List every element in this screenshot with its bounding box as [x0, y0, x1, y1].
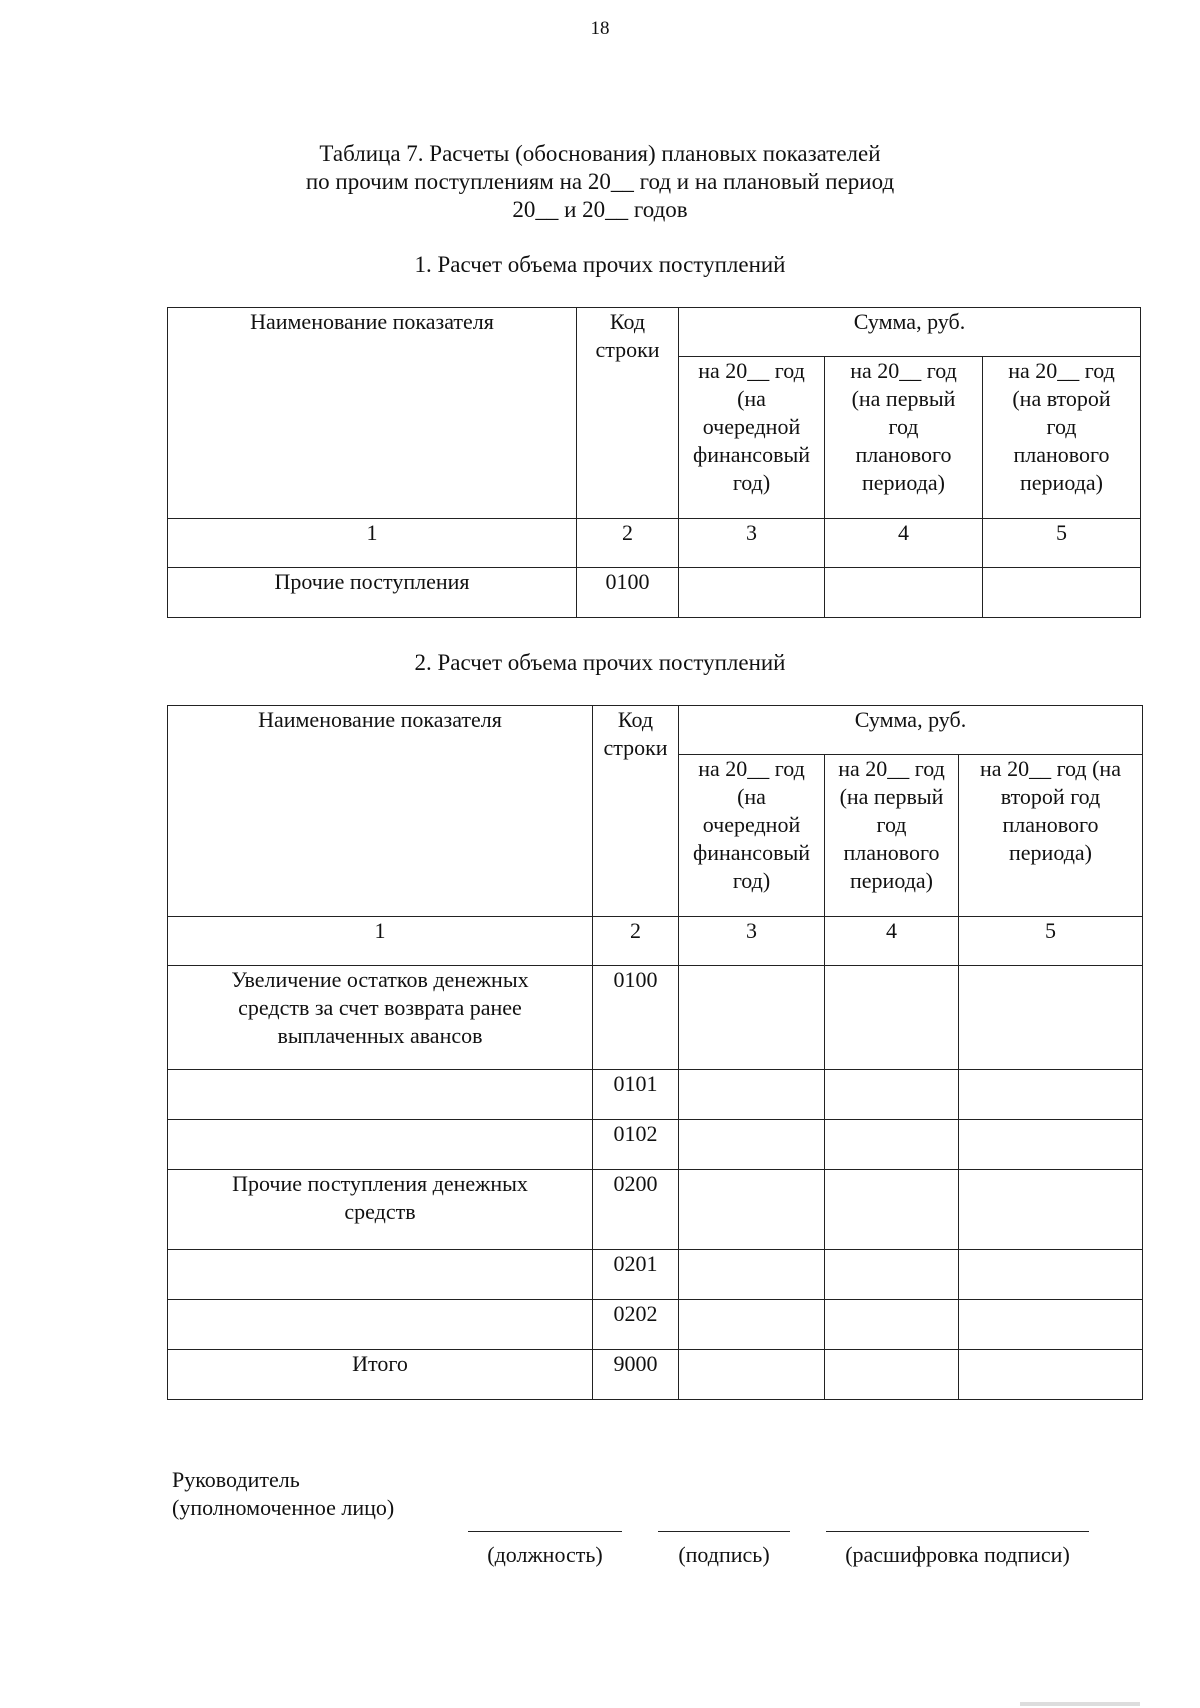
decoding-caption: (расшифровка подписи) [845, 1542, 1070, 1567]
header-year3-line: планового [1013, 442, 1110, 467]
total-code: 9000 [593, 1350, 679, 1400]
value-cell-year3[interactable] [959, 1120, 1143, 1170]
section2-table [167, 705, 1143, 1400]
table-row [168, 1170, 1143, 1250]
header-year2-line: (на первый [851, 386, 956, 411]
value-cell-year2[interactable] [825, 1350, 959, 1400]
total-label: Итого [168, 1350, 593, 1400]
table-row [168, 1070, 1143, 1120]
header-year2-line: на 20__ год [838, 756, 945, 781]
signature-line[interactable] [658, 1531, 790, 1532]
signature-caption: (подпись) [678, 1542, 770, 1567]
header-year1-line: (на [737, 386, 766, 411]
table-header-row [168, 706, 1143, 755]
row-name [168, 966, 593, 1070]
row-name-empty[interactable] [168, 1300, 593, 1350]
title-line: по прочим поступлениям на 20__ год и на плановый период [305, 169, 895, 194]
header-year1-line: год) [732, 868, 771, 893]
header-year3-line: второй год [1000, 784, 1101, 809]
section1-title: 1. Расчет объема прочих поступлений [414, 252, 786, 277]
column-number: 5 [983, 519, 1141, 568]
value-cell-year2[interactable] [825, 568, 983, 618]
header-name: Наименование показателя [168, 308, 577, 519]
value-cell-year2[interactable] [825, 966, 959, 1070]
column-number: 3 [679, 519, 825, 568]
header-year2 [825, 357, 983, 519]
header-year2-line: планового [843, 840, 940, 865]
page-number: 18 [590, 18, 610, 39]
value-cell-year2[interactable] [825, 1170, 959, 1250]
row-code: 0202 [593, 1300, 679, 1350]
signer-line: Руководитель [172, 1467, 300, 1492]
header-year2-line: периода) [862, 470, 945, 495]
row-name-line: средств за счет возврата ранее [238, 995, 522, 1020]
value-cell-year3[interactable] [959, 1350, 1143, 1400]
column-number: 1 [168, 519, 577, 568]
value-cell-year1[interactable] [679, 1300, 825, 1350]
table-row [168, 568, 1141, 618]
section1-table [167, 307, 1141, 618]
row-name [168, 1170, 593, 1250]
header-code-line: Код [617, 707, 654, 732]
value-cell-year3[interactable] [959, 1250, 1143, 1300]
value-cell-year1[interactable] [679, 1170, 825, 1250]
signer-line: (уполномоченное лицо) [172, 1495, 395, 1520]
header-year2-line: периода) [850, 868, 933, 893]
header-year1-line: очередной [702, 414, 801, 439]
column-number: 4 [825, 519, 983, 568]
header-name: Наименование показателя [168, 706, 593, 917]
table-header-row [168, 308, 1141, 357]
header-year1-line: (на [737, 784, 766, 809]
header-year1-line: год) [732, 470, 771, 495]
header-year2-line: планового [855, 442, 952, 467]
value-cell-year3[interactable] [959, 1070, 1143, 1120]
header-year2-line: год [876, 812, 907, 837]
row-code: 0100 [577, 568, 679, 618]
header-year1-line: финансовый [692, 840, 811, 865]
decoding-signature-line[interactable] [826, 1531, 1089, 1532]
header-year3-line: (на второй [1012, 386, 1111, 411]
row-code: 0201 [593, 1250, 679, 1300]
header-code-line: строки [595, 337, 660, 362]
header-year2 [825, 755, 959, 917]
header-year3 [959, 755, 1143, 917]
section2-title: 2. Расчет объема прочих поступлений [414, 650, 786, 675]
column-number: 1 [168, 917, 593, 966]
value-cell-year1[interactable] [679, 966, 825, 1070]
column-number: 2 [593, 917, 679, 966]
row-code: 0200 [593, 1170, 679, 1250]
value-cell-year3[interactable] [959, 966, 1143, 1070]
signer-title [172, 1466, 394, 1522]
position-signature-line[interactable] [468, 1531, 622, 1532]
header-year3-line: на 20__ год [1008, 358, 1115, 383]
column-number: 3 [679, 917, 825, 966]
table-row [168, 966, 1143, 1070]
value-cell-year2[interactable] [825, 1300, 959, 1350]
title-line: Таблица 7. Расчеты (обоснования) плановых показателей [319, 141, 881, 166]
row-name-line: Прочие поступления денежных [232, 1171, 528, 1196]
header-year1-line: на 20__ год [698, 756, 805, 781]
value-cell-year2[interactable] [825, 1120, 959, 1170]
row-name-empty[interactable] [168, 1250, 593, 1300]
value-cell-year1[interactable] [679, 1120, 825, 1170]
value-cell-year3[interactable] [959, 1300, 1143, 1350]
header-year3-line: периода) [1009, 840, 1092, 865]
value-cell-year2[interactable] [825, 1250, 959, 1300]
header-year1 [679, 755, 825, 917]
row-name-line: средств [344, 1199, 416, 1224]
title-line: 20__ и 20__ годов [512, 197, 688, 222]
table-row [168, 1120, 1143, 1170]
header-sum: Сумма, руб. [679, 706, 1143, 755]
header-code [577, 308, 679, 519]
document-title [0, 140, 1200, 224]
header-year2-line: год [888, 414, 919, 439]
header-year2-line: (на первый [839, 784, 944, 809]
row-name-empty[interactable] [168, 1070, 593, 1120]
header-year3-line: на 20__ год (на [980, 756, 1121, 781]
value-cell-year1[interactable] [679, 1350, 825, 1400]
column-number-row [168, 519, 1141, 568]
column-number: 5 [959, 917, 1143, 966]
total-row [168, 1350, 1143, 1400]
value-cell-year2[interactable] [825, 1070, 959, 1120]
header-code-line: строки [603, 735, 668, 760]
row-name-line: Увеличение остатков денежных [231, 967, 529, 992]
header-year1 [679, 357, 825, 519]
header-year1-line: очередной [702, 812, 801, 837]
header-year3 [983, 357, 1141, 519]
position-caption: (должность) [487, 1542, 603, 1567]
header-code [593, 706, 679, 917]
header-year3-line: год [1046, 414, 1077, 439]
header-year1-line: на 20__ год [698, 358, 805, 383]
value-cell-year1[interactable] [679, 568, 825, 618]
row-code: 0100 [593, 966, 679, 1070]
row-code: 0102 [593, 1120, 679, 1170]
value-cell-year3[interactable] [959, 1170, 1143, 1250]
row-code: 0101 [593, 1070, 679, 1120]
table-row [168, 1300, 1143, 1350]
header-year2-line: на 20__ год [850, 358, 957, 383]
header-year1-line: финансовый [692, 442, 811, 467]
column-number-row [168, 917, 1143, 966]
header-sum: Сумма, руб. [679, 308, 1141, 357]
column-number: 4 [825, 917, 959, 966]
column-number: 2 [577, 519, 679, 568]
table-row [168, 1250, 1143, 1300]
value-cell-year1[interactable] [679, 1250, 825, 1300]
header-year3-line: периода) [1020, 470, 1103, 495]
value-cell-year3[interactable] [983, 568, 1141, 618]
row-name-empty[interactable] [168, 1120, 593, 1170]
header-code-line: Код [609, 309, 646, 334]
row-name: Прочие поступления [168, 568, 577, 618]
value-cell-year1[interactable] [679, 1070, 825, 1120]
scan-artifact [1020, 1702, 1140, 1706]
header-year3-line: планового [1002, 812, 1099, 837]
row-name-line: выплаченных авансов [277, 1023, 483, 1048]
